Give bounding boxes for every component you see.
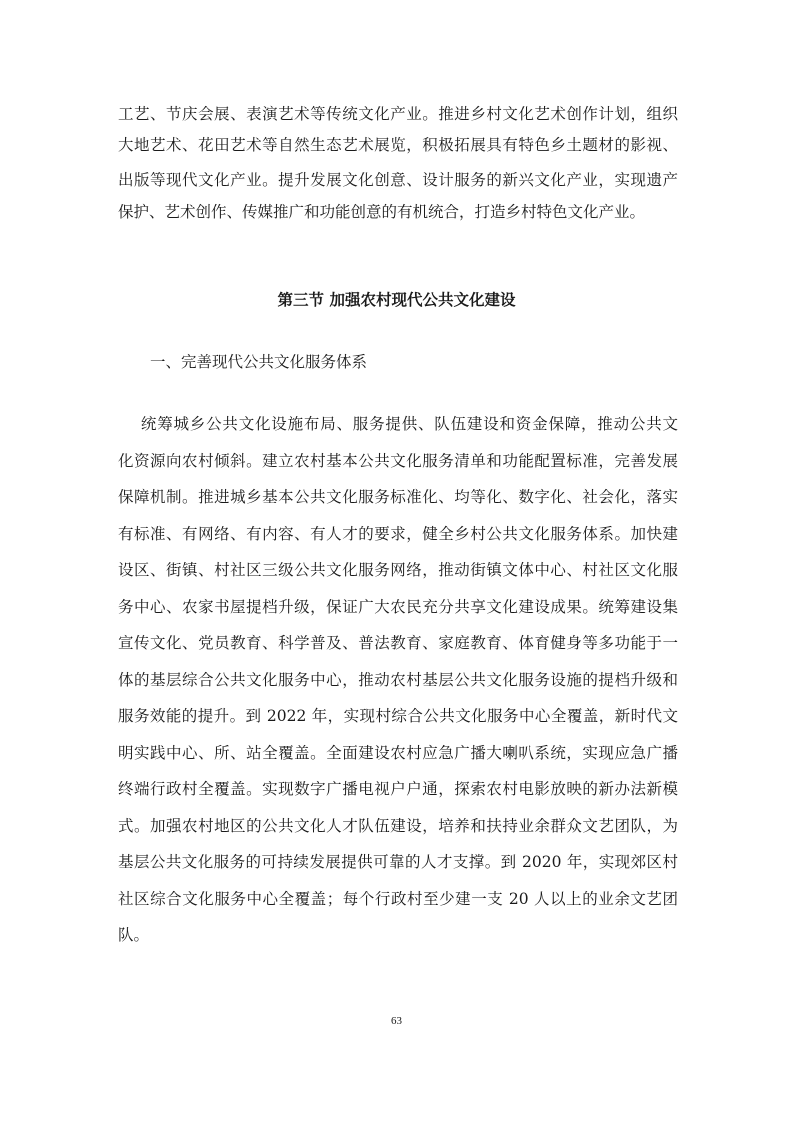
text-line: 明实践中心、所、站全覆盖。全面建设农村应急广播大喇叭系统，实现应急广播 [118,744,678,762]
text-line: 终端行政村全覆盖。实现数字广播电视户户通，探索农村电影放映的新办法新模 [118,780,678,798]
subheading: 一、完善现代公共文化服务体系 [150,353,368,371]
text-line: 设区、街镇、村社区三级公共文化服务网络，推动街镇文体中心、村社区文化服 [118,561,678,579]
text-line: 大地艺术、花田艺术等自然生态艺术展览，积极拓展具有特色乡土题材的影视、 [118,136,678,154]
text-line: 式。加强农村地区的公共文化人才队伍建设，培养和扶持业余群众文艺团队，为 [118,817,678,835]
text-line: 统筹城乡公共文化设施布局、服务提供、队伍建设和资金保障，推动公共文 [118,415,678,433]
text-line: 服务效能的提升。到 2022 年，实现村综合公共文化服务中心全覆盖，新时代文 [118,707,678,725]
text-line: 基层公共文化服务的可持续发展提供可靠的人才支撑。到 2020 年，实现郊区村 [118,853,678,871]
text-line: 保障机制。推进城乡基本公共文化服务标准化、均等化、数字化、社会化，落实 [118,488,678,506]
text-line: 务中心、农家书屋提档升级，保证广大农民充分共享文化建设成果。统筹建设集 [118,598,678,616]
text-line: 有标准、有网络、有内容、有人才的要求，健全乡村公共文化服务体系。加快建 [118,525,678,543]
page-number: 63 [391,1015,402,1027]
text-line: 宣传文化、党员教育、科学普及、普法教育、家庭教育、体育健身等多功能于一 [118,634,678,652]
text-line: 体的基层综合公共文化服务中心，推动农村基层公共文化服务设施的提档升级和 [118,671,678,689]
text-line: 出版等现代文化产业。提升发展文化创意、设计服务的新兴文化产业，实现遗产 [118,171,678,189]
section-heading: 第三节 加强农村现代公共文化建设 [277,290,516,309]
text-line: 工艺、节庆会展、表演艺术等传统文化产业。推进乡村文化艺术创作计划，组织 [118,105,678,123]
text-line: 化资源向农村倾斜。建立农村基本公共文化服务清单和功能配置标准，完善发展 [118,452,678,470]
text-line: 社区综合文化服务中心全覆盖；每个行政村至少建一支 20 人以上的业余文艺团 [118,890,678,908]
text-line: 队。 [118,926,150,944]
text-line: 保护、艺术创作、传媒推广和功能创意的有机统合，打造乡村特色文化产业。 [118,203,646,221]
